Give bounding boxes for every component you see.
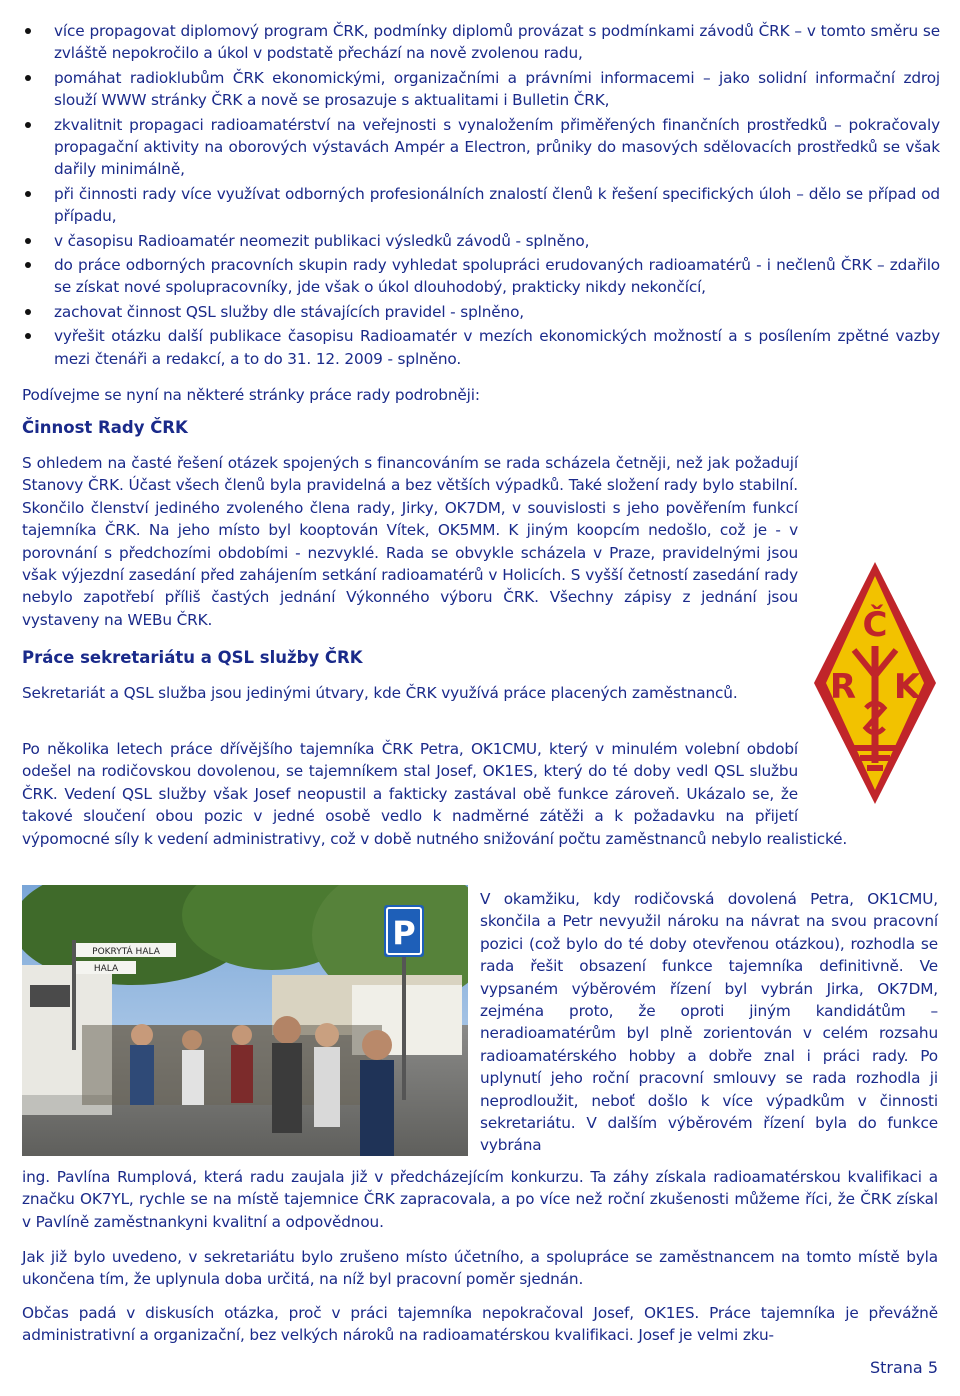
list-item: více propagovat diplomový program ČRK, podmínky diplomů provázat s podmínkami závodů ČRK – v tomto směru se zvláště nepokročilo a úkol v podstatě přechází na nově zvolenou radu, [24,20,940,65]
secretariat-paragraph-3: V okamžiku, kdy rodičovská dovolená Petra, OK1CMU, skončila a Petr nevyužil nároku na návrat na svou pracovní pozici (což bylo do té doby otevřenou otázkou), rozhodla se rada řešit obsazení funkce tajemníka definitivně. Ve vypsaném výběrovém řízení byl vybrán Jirka, OK7DM, zejména proto, že oproti jiným kandidátům – neradioamatérům byl plně zorientován v celém rozsahu radioamatérského hobby a dobře znal i práci rady. Po uplynutí jeho roční pracovní smlouvy se rada rozhodla ji neprodloužit, neboť došlo k více výpadkům v činnosti sekretariátu. V dalším výběrovém řízení byla do funkce vybrána [480,890,938,1155]
section-heading-secretariat: Práce sekretariátu a QSL služby ČRK [22,648,363,667]
intro-paragraph: Podívejme se nyní na některé stránky práce rady podrobněji: [22,386,480,404]
section-heading-council: Činnost Rady ČRK [22,418,188,437]
secretariat-paragraph-4: Jak již bylo uvedeno, v sekretariátu bylo zrušeno místo účetního, a spolupráce se zaměstnancem na tomto místě byla ukončena tím, že uplynula doba určitá, na níž byl pracovní poměr sjednán. [22,1248,938,1289]
logo-letter-left: R [829,667,857,707]
logo-letter-top: Č [862,605,888,645]
list-item: vyřešit otázku další publikace časopisu Radioamatér v mezích ekonomických možností a s posílením zpětné vazby mezi čtenáři a redakcí, a to do 31. 12. 2009 - splněno. [24,325,940,370]
list-item: pomáhat radioklubům ČRK ekonomickými, organizačními a právními informacemi – jako solidní informační zdroj slouží WWW stránky ČRK a nově se prosazuje s aktualitami i Bulletin ČRK, [24,67,940,112]
list-item: v časopisu Radioamatér neomezit publikaci výsledků závodů - splněno, [24,230,940,252]
list-item: zachovat činnost QSL služby dle stávajících pravidel - splněno, [24,301,940,323]
list-item: do práce odborných pracovních skupin rady vyhledat spolupráci erudovaných radioamatérů - i nečlenů ČRK – zdařilo se získat nové spolupracovníky, jde však o úkol dlouhodobý, prakticky nikdy nekončící, [24,254,940,299]
page-number: Strana 5 [869,1358,938,1377]
bullet-list [24,20,940,372]
secretariat-text-2: Po několika letech práce dřívějšího tajemníka ČRK Petra, OK1CMU, který v minulém volební období odešel na rodičovskou dovolenou, se tajemníkem stal Josef, OK1ES, který do té doby vedl QSL službu ČRK. Vedení QSL služby však Josef neopustil a fakticky zastával obě funkce zároveň. Ukázalo se, že takové sloučení obou pozic v jedné osobě vedlo k nadměrné zátěži a k požadavku na přijetí výpomocné síly k vedení administrativy, což v době nutného snižování počtu zaměstnanců nebylo realistické. [22,740,848,848]
hall-sign-1-text: POKRYTÁ HALA [92,947,160,957]
secretariat-paragraph-1: Sekretariát a QSL služba jsou jedinými útvary, kde ČRK využívá práce placených zaměstnanců. [22,684,738,702]
secretariat-paragraph-2 [22,738,938,850]
logo-spacer-2 [798,738,938,808]
list-item: při činnosti rady více využívat odborných profesionálních znalostí členů k řešení specifických úloh – dělo se případ od případu, [24,183,940,228]
parking-letter: P [392,914,416,952]
council-text: S ohledem na časté řešení otázek spojených s financováním se rada scházela četněji, než jak požadují Stanovy ČRK. Účast všech členů byla pravidelná a bez větších výpadků. Také složení rady bylo stabilní. Skončilo členství jediného zvoleného člena rady, Jirky, OK7DM, v souvislosti s jeho pověřením funkcí tajemníka ČRK. Na jeho místo byl kooptován Vítek, OK5MM. K jiným koopcím nedošlo, což je - v porovnání s předchozími obdobími - nezvyklé. Rada se obvykle scházela v Praze, pravidelnými jsou však výjezdní zasedání před zahájením setkání radioamatérů v Holicích. S vyšší četností zasedání rady nebylo zapotřebí příliš častých jednání Výkonného výboru ČRK. Všechny zápisy z jednání jsou vystaveny na WEBu ČRK. [22,454,798,629]
logo-letter-right: K [893,667,921,707]
secretariat-paragraph-3b: ing. Pavlína Rumplová, která radu zaujala již v předcházejícím konkurzu. Ta záhy získala radioamatérskou kvalifikaci a značku OK7YL, rychle se na místě tajemnice ČRK zapracovala, a po více než roční zkušenosti můžeme říci, že ČRK získal v Pavlíně zaměstnankyni kvalitní a odpovědnou. [22,1168,938,1231]
ham-fair-photo [22,885,468,1156]
list-item: zkvalitnit propagaci radioamatérství na veřejnosti s vynaložením přiměřených finančních prostředků – pokračovaly propagační aktivity na oborových výstavách Ampér a Electron, průniky do masových sdělovacích prostředků se však dařily minimálně, [24,114,940,181]
hall-sign-2-text: HALA [93,964,119,974]
secretariat-paragraph-5: Občas padá v diskusích otázka, proč v práci tajemníka nepokračoval Josef, OK1ES. Práce tajemníka je převážně administrativní a organizační, bez velkých nároků na radioamatérskou kvalifikaci. Josef je velmi zku- [22,1304,938,1345]
photo-image [22,885,468,1156]
